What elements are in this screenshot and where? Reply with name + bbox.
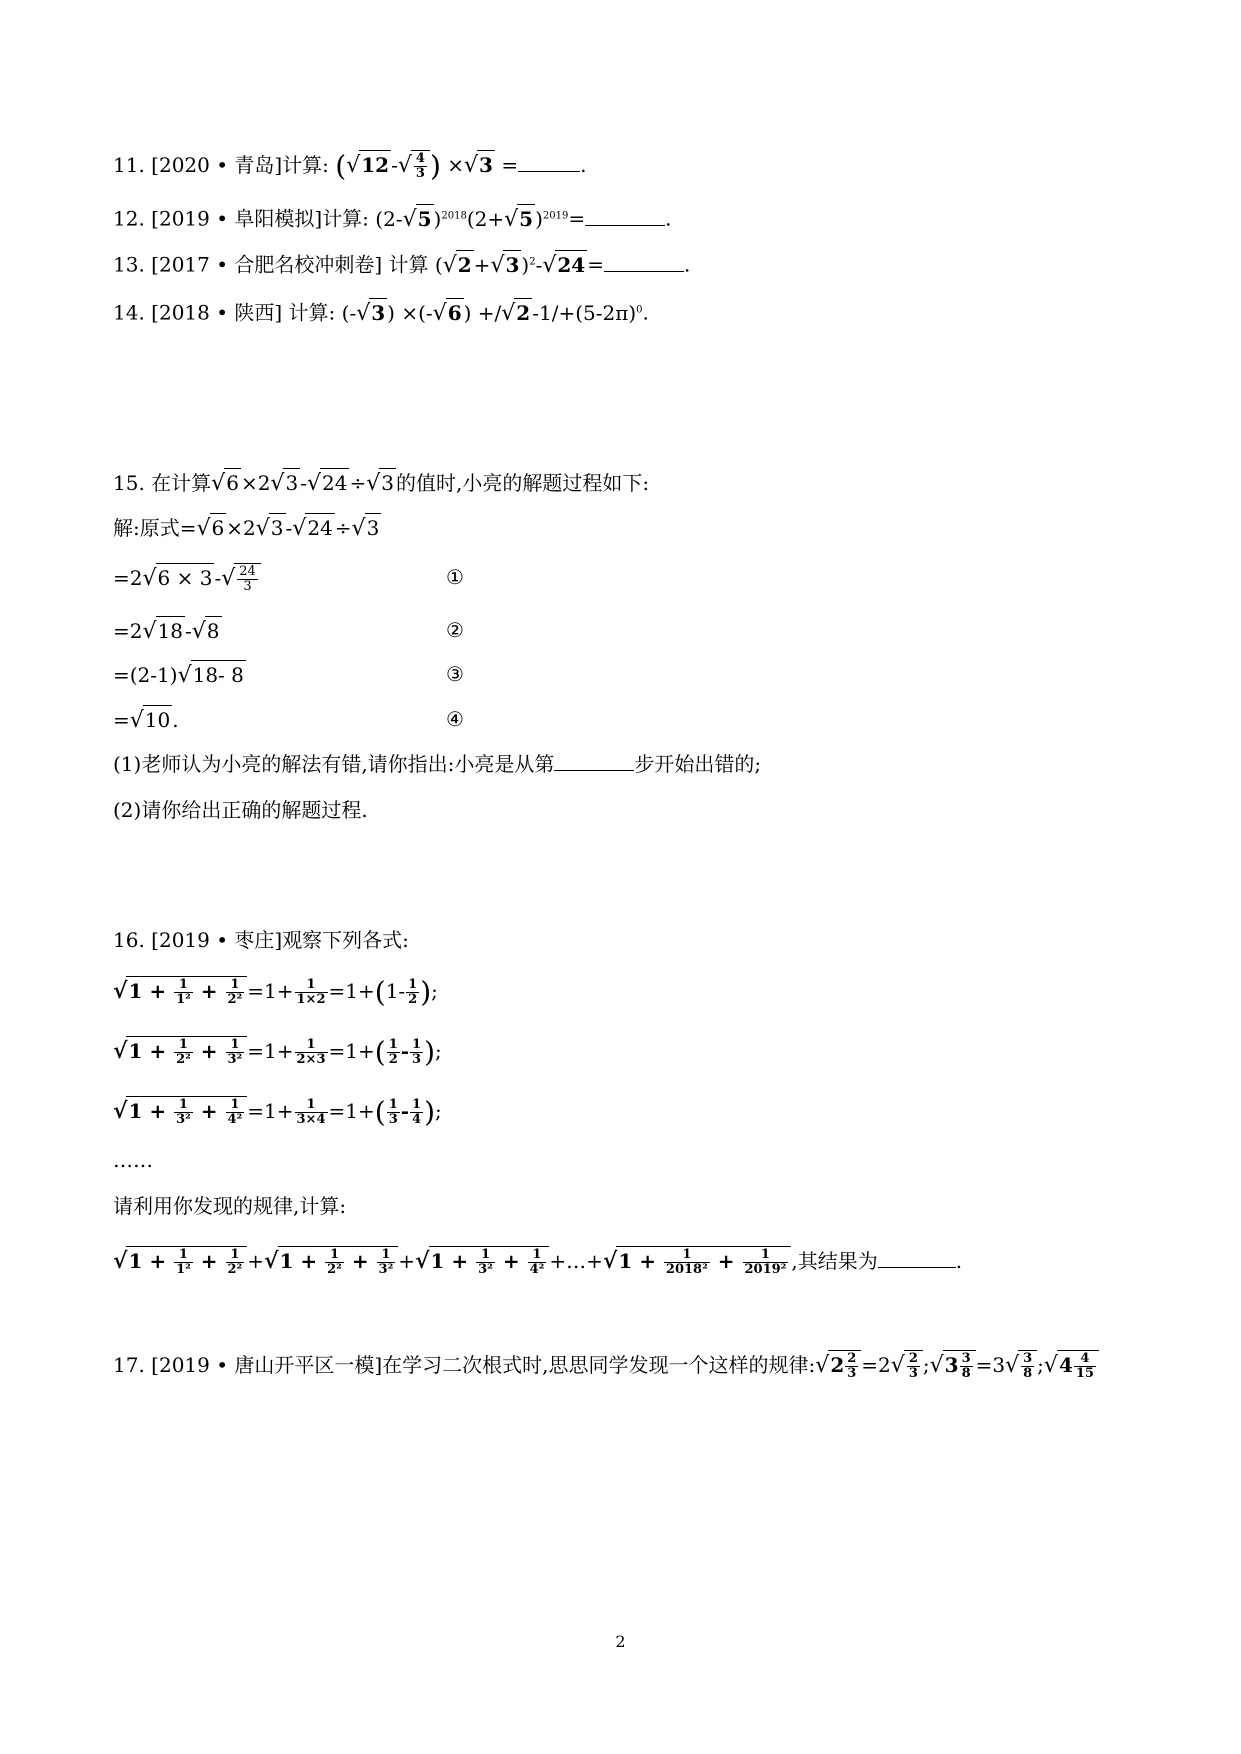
problem-13: 13. [2017 • 合肥名校冲刺卷] 计算 (√2 +√3 )$^2$-√24 = . — [113, 248, 690, 280]
problem-source: [2017 • 合肥名校冲刺卷] — [151, 252, 383, 277]
step-tag: ③ — [446, 662, 464, 686]
expression-15: √6 ×2√3 -√24 ÷√3 — [211, 471, 396, 495]
problem-12: 12. [2019 • 阜阳模拟]计算: (2-√5 )$^{2018}$(2+√5 )$^{2019}$= . — [113, 202, 671, 234]
pattern-row-1: √1 + $\frac{1}{\text{1²}}$ + $\frac{1}{\text{2²}}$ =1+ $\frac{1}{1\times 2}$ =1+(1- $\frac{1}{2}$ ); — [113, 975, 438, 1009]
problem-number: 14. — [113, 300, 145, 325]
answer-blank[interactable] — [585, 207, 665, 226]
problem-prompt: 计算: — [288, 300, 336, 325]
solution-step-3: =(2-1)√18- 8 ③ — [113, 662, 464, 688]
problem-number: 17. — [113, 1353, 145, 1377]
problem-16-instruction: 请利用你发现的规律,计算: — [113, 1194, 347, 1218]
problem-15-q2: (2)请你给出正确的解题过程. — [113, 798, 368, 822]
expression-12: (2-√5 )$^{2018}$(2+√5 )$^{2019}$ — [375, 207, 568, 231]
problem-prompt: 计算 — [388, 252, 429, 277]
solution-step-2: =2√18 -√8 ② — [113, 618, 464, 644]
problem-number: 15. — [113, 471, 145, 495]
solution-step-4: =√10 . ④ — [113, 707, 464, 733]
solution-step-1: =2√6 × 3 -√ $\frac{24}{3}$ ① — [113, 564, 464, 594]
pattern-row-3: √1 + $\frac{1}{\text{3²}}$ + $\frac{1}{\text{4²}}$ =1+ $\frac{1}{3\times 4}$ =1+( $\frac{1}{3}$ - $\frac{1}{4}$ ); — [113, 1095, 442, 1129]
problem-source: [2019 • 唐山开平区一模] — [151, 1353, 383, 1377]
pattern-row-2: √1 + $\frac{1}{\text{2²}}$ + $\frac{1}{\text{3²}}$ =1+ $\frac{1}{2\times 3}$ =1+( $\frac{1}{2}$ - $\frac{1}{3}$ ); — [113, 1035, 442, 1069]
problem-14: 14. [2018 • 陕西] 计算: (-√3 ) ×(-√6 ) +/√2 $-1/+(5-2\pi)^0$. — [113, 296, 649, 328]
answer-blank[interactable] — [878, 1249, 956, 1268]
problem-number: 13. — [113, 252, 145, 277]
problem-source: [2019 • 枣庄] — [151, 928, 283, 952]
answer-blank[interactable] — [604, 253, 684, 272]
problem-prompt: 观察下列各式: — [282, 928, 409, 952]
step-tag: ② — [446, 618, 464, 642]
problem-11: 11. [2020 • 青岛]计算: (√12 -√ $\frac{4}{3}$ ) ×√3 = . — [113, 149, 587, 183]
solution-line-0: 解:原式=√6 ×2√3 -√24 ÷√3 — [113, 513, 381, 543]
expression-11: (√12 -√ $\frac{4}{3}$ ) ×√3 — [335, 149, 493, 183]
problem-17: 17. [2019 • 唐山开平区一模]在学习二次根式时,思思同学发现一个这样的规律:√2 $\frac{2}{3}$ =2√ $\frac{2}{3}$ ;√3 $\frac{3}{8}$ =3√ $\frac{3}{8}$ ;√4 $\frac{4}{15}$ — [113, 1350, 1099, 1381]
answer-blank[interactable] — [518, 153, 580, 172]
problem-number: 12. — [113, 206, 145, 231]
problem-source: [2020 • 青岛] — [151, 153, 283, 177]
step-tag: ④ — [446, 707, 464, 731]
problem-source: [2019 • 阜阳模拟] — [151, 206, 323, 231]
problem-number: 16. — [113, 928, 145, 952]
problem-15-q1: (1)老师认为小亮的解法有错,请你指出:小亮是从第 步开始出错的; — [113, 752, 762, 776]
problem-source: [2018 • 陕西] — [151, 300, 283, 325]
pattern-ellipsis: …… — [113, 1148, 153, 1172]
page-number: 2 — [615, 1632, 626, 1651]
problem-number: 11. — [113, 153, 145, 177]
step-tag: ① — [446, 565, 464, 589]
expression-13: (√2 +√3 )$^2$-√24 — [435, 253, 587, 277]
problem-prompt: 计算: — [282, 153, 329, 177]
problem-16-intro — [113, 926, 409, 954]
problem-15-intro: 15. 在计算√6 ×2√3 -√24 ÷√3 的值时,小亮的解题过程如下: — [113, 468, 649, 498]
problem-prompt: 计算: — [322, 206, 369, 231]
expression-14: (-√3 ) ×(-√6 ) +/√2 $-1/+(5-2\pi)^0$ — [342, 301, 643, 325]
problem-16-sum: √1 + $\frac{1}{\text{1²}}$ + $\frac{1}{\text{2²}}$ +√1 + $\frac{1}{\text{2²}}$ + $\frac{1}{\text{3²}}$ +√1 + $\frac{1}{\text{3²}}$ + $\frac{1}{\text{4²}}$ +…+√1 + $\frac{1}{\text{2018²}}$ + $\frac{1}{\text{2019²}}$ ,其结果为 . — [113, 1247, 963, 1277]
answer-blank[interactable] — [554, 752, 634, 771]
